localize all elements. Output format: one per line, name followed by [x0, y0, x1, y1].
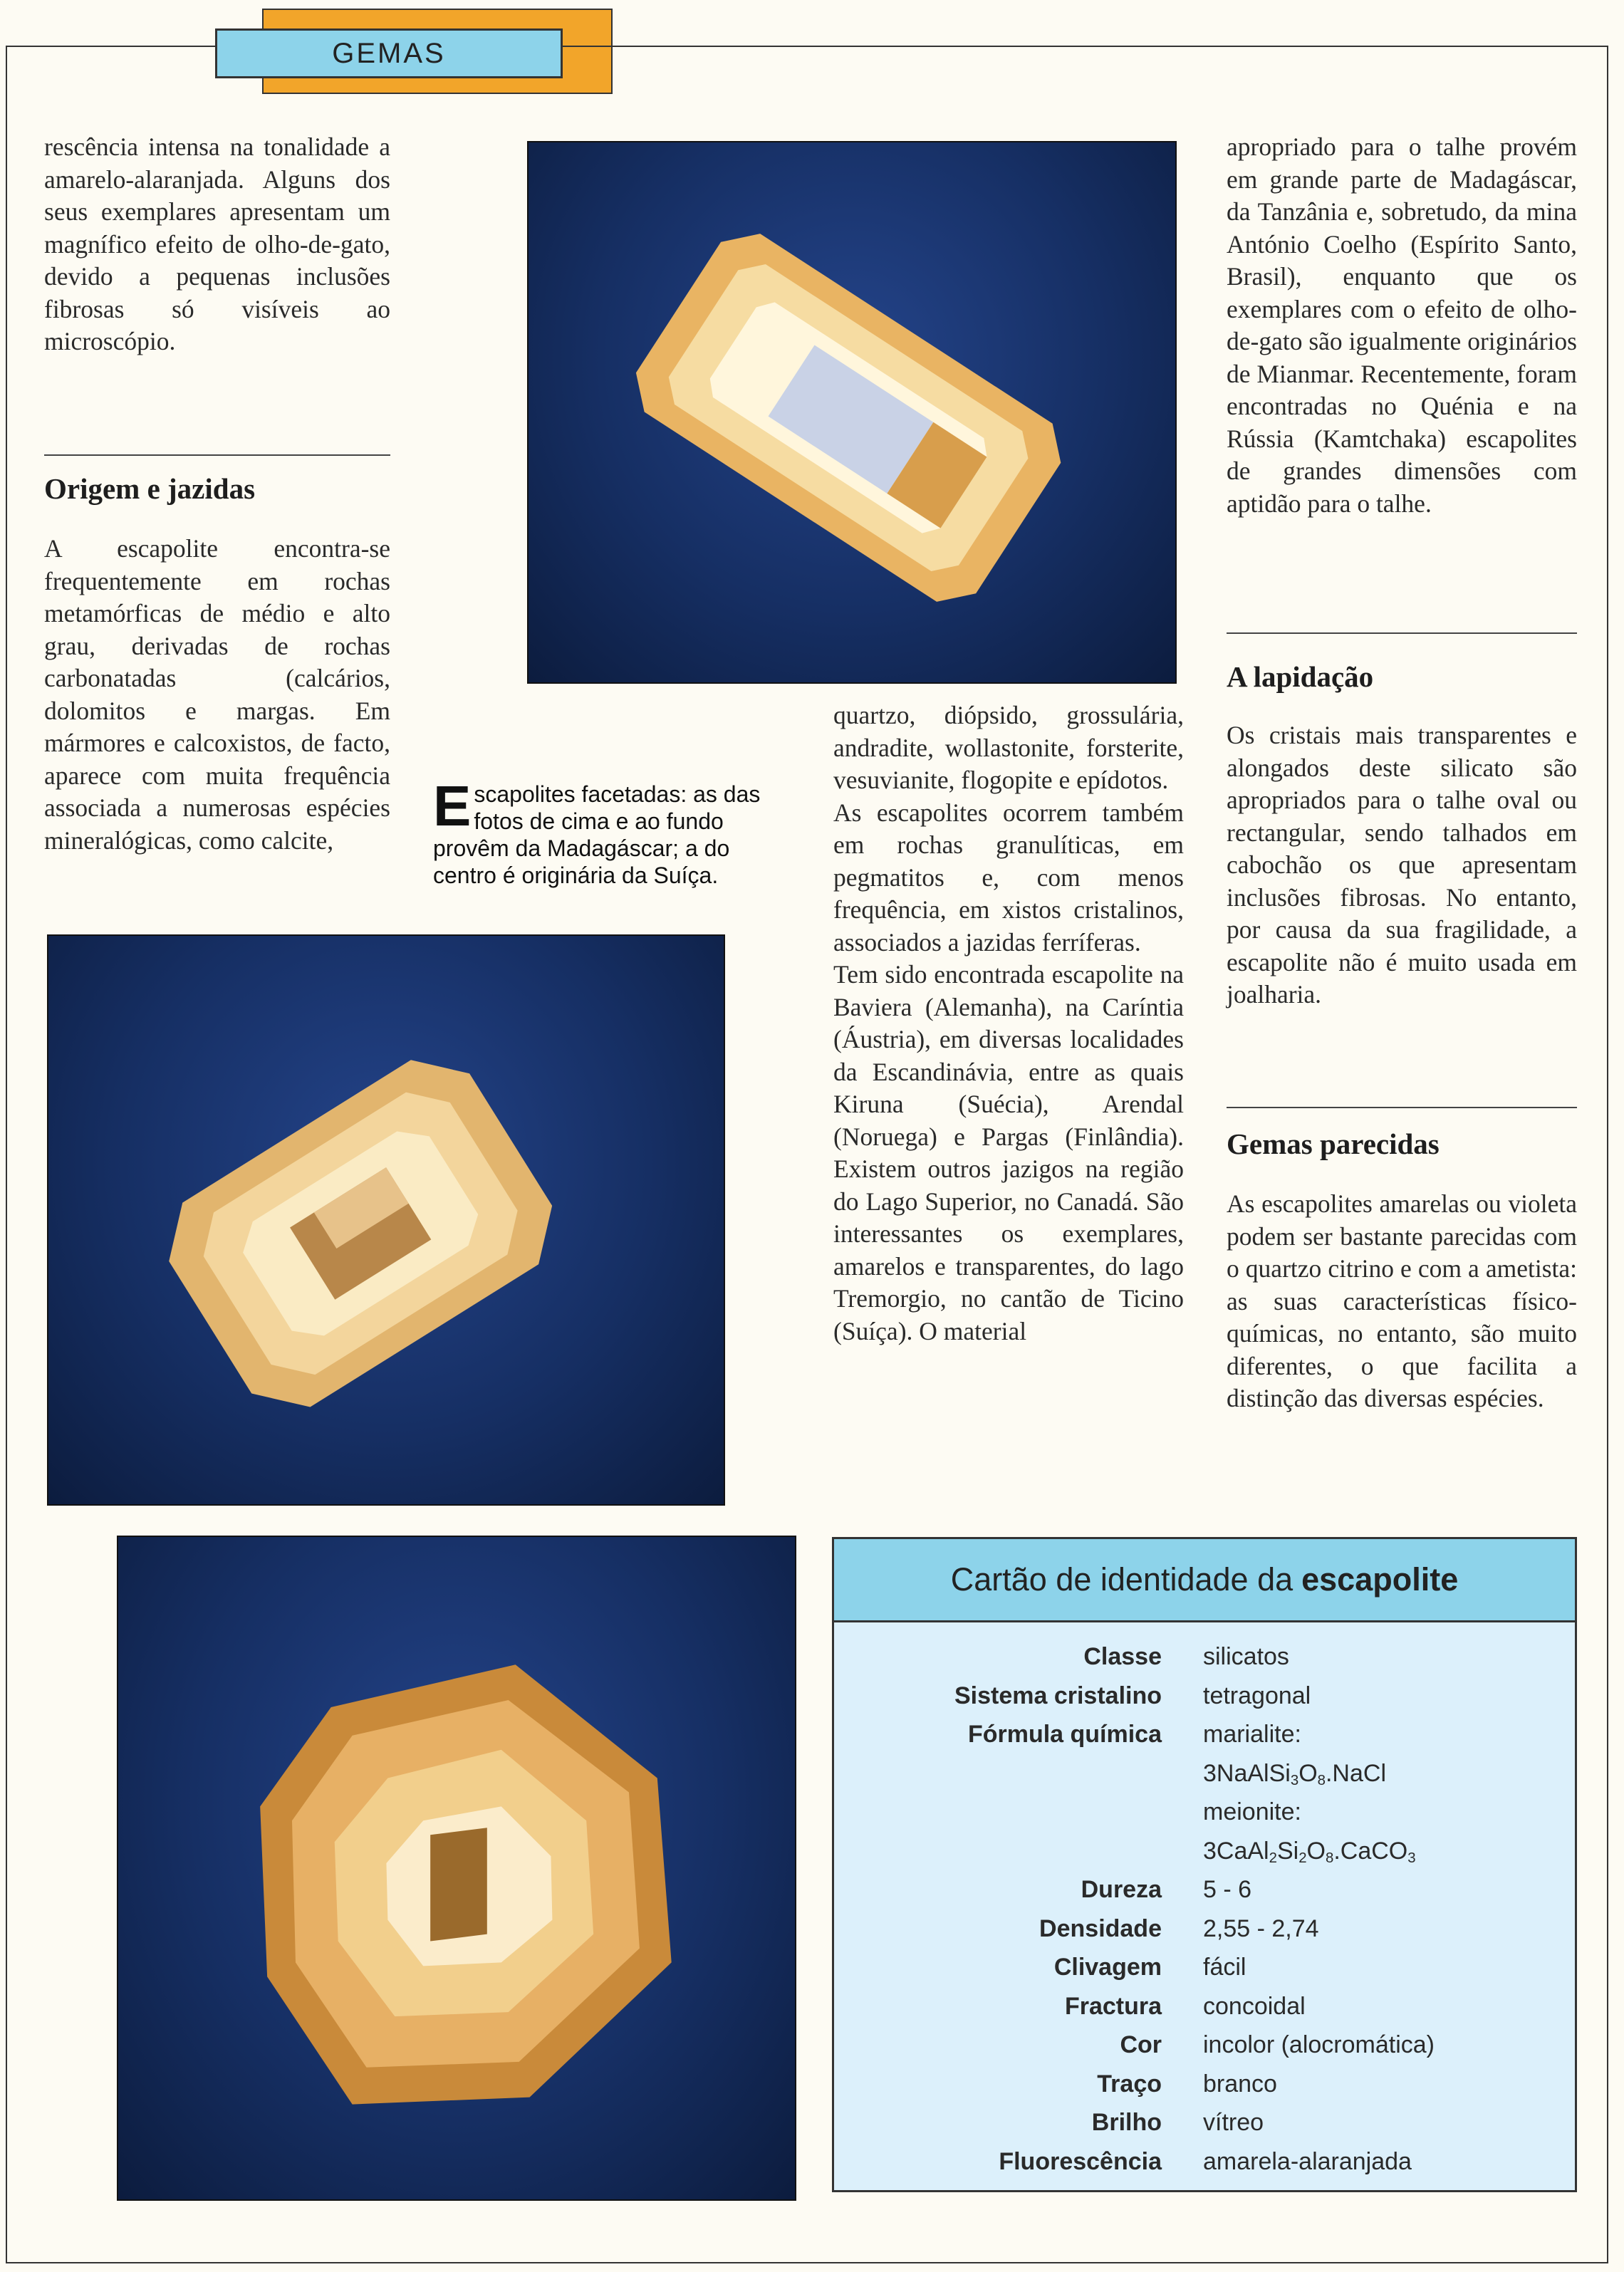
card-field-value: fácil [1203, 1954, 1246, 1981]
column-3-gemas [1227, 1188, 1577, 1415]
card-field-value: $3NaAlSi_3O_8.NaCl$ [1203, 1759, 1387, 1788]
card-field-value: silicatos [1203, 1643, 1289, 1670]
card-field-value: tetragonal [1203, 1682, 1311, 1709]
card-field-label: Fórmula química [967, 1721, 1162, 1748]
gem-photo-bottom [117, 1536, 796, 2201]
card-title-mineral: escapolite [1301, 1561, 1459, 1598]
card-field-label: Brilho [1091, 2109, 1162, 2136]
col2-paragraph-3: Tem sido encontrada escapolite na Baviera (Alemanha), na Caríntia (Áustria), em diversas localidades da Escandinávia, entre as quais Kiruna (Suécia), Arendal (Noruega) e Pargas (Finlândia). Existem outros jazigos na região do Lago Superior, no Canadá. São interessantes os exemplares, amarelos e transparentes, do lago Tremorgio, no cantão de Ticino (Suíça). O material [833, 960, 1184, 1345]
origem-paragraph: A escapolite encontra-se frequentemente em rochas metamórficas de médio e alto grau, derivadas de rochas carbonatadas (calcários, dolomitos e margas. Em mármores e calcoxistos, de facto, aparece com muita frequência associada a numerosas espécies mineralógicas, como calcite, [44, 534, 390, 855]
intro-paragraph: rescência intensa na tonalidade a amarelo-alaranjada. Alguns dos seus exemplares apresentam um magnífico efeito de olho-de-gato, devido a pequenas inclusões fibrosas só visíveis ao microscópio. [44, 132, 390, 355]
identity-card [832, 1537, 1577, 2192]
card-field-label: Clivagem [1053, 1954, 1162, 1981]
divider [1227, 632, 1577, 634]
card-field-value: concoidal [1203, 1992, 1306, 2020]
col2-paragraph-2: As escapolites ocorrem também em rochas granulíticas, em pegmatitos e, com menos frequência, em xistos cristalinos, associados a jazidas ferríferas. [833, 798, 1184, 957]
card-field-value: vítreo [1203, 2109, 1264, 2136]
gem-photo-middle [47, 934, 725, 1506]
card-field-label: Traço [1097, 2070, 1162, 2098]
card-field-label: Densidade [1039, 1914, 1162, 1942]
heading-origem: Origem e jazidas [44, 472, 256, 505]
gemas-paragraph: As escapolites amarelas ou violeta podem ser bastante parecidas com o quartzo citrino e com a ametista: as suas características físico-químicas, no entanto, são muito diferentes, o que facilita a distinção das diversas espécies. [1227, 1189, 1577, 1412]
col2-paragraph-1: quartzo, diópsido, grossulária, andradite, wollastonite, forsterite, vesuvianite, flogopite e epídotos. [833, 701, 1184, 794]
card-field-label: Cor [1120, 2031, 1162, 2058]
gem-photo-top [527, 141, 1177, 684]
card-field-value: meionite: [1203, 1798, 1301, 1825]
card-field-label: Dureza [1081, 1876, 1162, 1903]
divider [44, 454, 390, 456]
gem-image-elongated [529, 142, 1175, 682]
section-tab [215, 28, 563, 78]
section-tab-label: GEMAS [332, 37, 446, 69]
col3-intro-paragraph: apropriado para o talhe provém em grande parte de Madagáscar, da Tanzânia e, sobretudo, da mina António Coelho (Espírito Santo, Brasil), enquanto que os exemplares com o efeito de olho-de-gato são igualmente originários de Mianmar. Recentemente, foram encontradas no Quénia e na Rússia (Kamtchaka) escapolites de grandes dimensões com aptidão para o talhe. [1227, 132, 1577, 518]
card-title-prefix: Cartão de identidade da [950, 1561, 1294, 1598]
gem-image-octagon [118, 1537, 795, 2199]
caption-dropcap: E [433, 774, 472, 838]
divider [1227, 1107, 1577, 1108]
lapidacao-paragraph: Os cristais mais transparentes e alongados deste silicato são apropriados para o talhe oval ou rectangular, sendo talhados em cabochão os que apresentam inclusões fibrosas. No entanto, por causa da sua fragilidade, a escapolite não é muito usada em joalharia. [1227, 721, 1577, 1009]
heading-gemas-parecidas: Gemas parecidas [1227, 1127, 1440, 1160]
card-field-label: Sistema cristalino [954, 1682, 1162, 1709]
card-field-value: incolor (alocromática) [1203, 2031, 1435, 2058]
column-1-body [44, 533, 390, 857]
caption-text: scapolites facetadas: as das fotos de cima e ao fundo provêm da Madagáscar; a do centro é originária da Suíça. [433, 781, 761, 888]
card-field-value: 5 - 6 [1203, 1876, 1252, 1903]
card-field-label: Fluorescência [999, 2147, 1162, 2175]
card-field-value: marialite: [1203, 1721, 1301, 1748]
column-2 [833, 699, 1184, 1348]
card-title [834, 1539, 1575, 1622]
card-field-label: Fractura [1064, 1992, 1162, 2020]
heading-lapidacao: A lapidação [1227, 660, 1374, 693]
column-3-lapidacao [1227, 719, 1577, 1011]
gem-image-emerald-cut [48, 936, 724, 1504]
card-field-value: 2,55 - 2,74 [1203, 1914, 1319, 1942]
column-3-intro [1227, 131, 1577, 520]
column-1-intro [44, 131, 390, 358]
card-field-value: amarela-alaranjada [1203, 2147, 1412, 2175]
card-field-value: $3CaAl_2Si_2O_8.CaCO_3$ [1203, 1837, 1416, 1866]
card-field-value: branco [1203, 2070, 1277, 2098]
photo-caption [433, 774, 785, 889]
card-field-label: Classe [1083, 1643, 1162, 1670]
